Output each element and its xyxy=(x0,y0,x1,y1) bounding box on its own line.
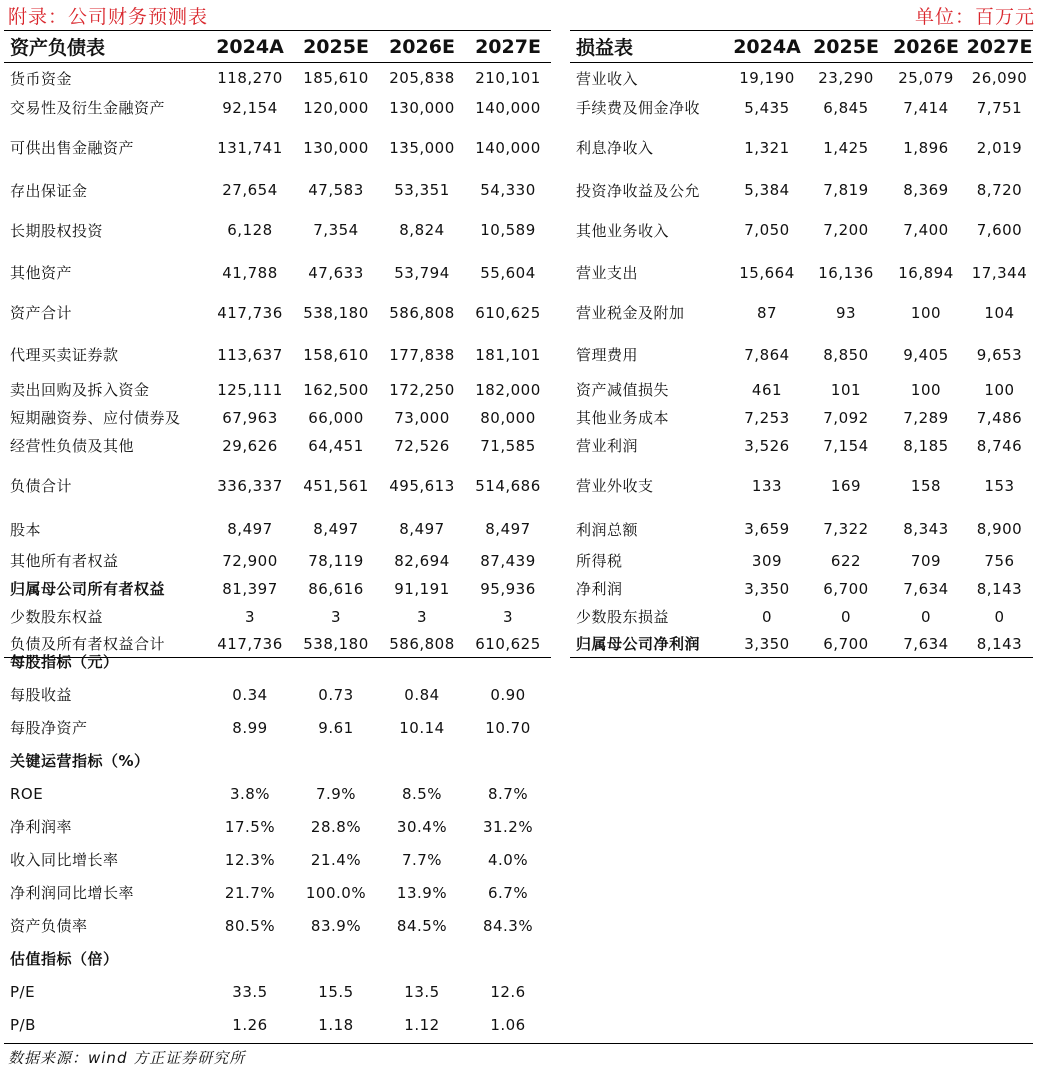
row-value: 8,900 xyxy=(976,520,1023,538)
year-header: 2025E xyxy=(806,31,886,63)
row-label: 交易性及衍生金融资产 xyxy=(10,99,166,117)
row-value: 1.12 xyxy=(404,1015,440,1034)
row-value: 210,101 xyxy=(475,69,541,88)
table-row xyxy=(570,460,1033,512)
row-value: 7,634 xyxy=(886,631,966,658)
row-label: 营业支出 xyxy=(576,264,639,282)
row-value: 6,700 xyxy=(823,579,869,598)
row-value: 7,819 xyxy=(823,181,869,199)
report-header xyxy=(0,0,1041,30)
row-value: 7.9% xyxy=(315,784,357,803)
row-label: 归属母公司净利润 xyxy=(570,631,728,658)
row-value: 158 xyxy=(910,476,942,495)
row-value: 87 xyxy=(756,303,778,322)
row-label: P/E xyxy=(10,982,36,1001)
row-value: 15.5 xyxy=(318,982,354,1001)
row-value: 1,896 xyxy=(903,138,949,157)
row-value: 0 xyxy=(920,607,932,626)
row-label: 营业收入 xyxy=(576,69,639,88)
row-value: 3,526 xyxy=(744,436,790,455)
row-value: 7,289 xyxy=(903,408,949,427)
row-label: 归属母公司所有者权益 xyxy=(10,580,166,598)
row-value: 538,180 xyxy=(293,631,379,658)
table-row xyxy=(570,122,1033,174)
section-title: 每股指标（元） xyxy=(10,653,119,671)
row-value: 72,526 xyxy=(394,436,450,455)
row-value: 7,354 xyxy=(313,221,359,239)
row-value: 67,963 xyxy=(222,408,278,427)
row-value: 3 xyxy=(416,607,428,626)
row-value: 92,154 xyxy=(222,98,278,117)
table-row xyxy=(4,63,551,94)
row-value: 28.8% xyxy=(310,817,362,836)
row-value: 71,585 xyxy=(480,436,536,455)
row-value: 8,850 xyxy=(823,345,869,364)
row-label: 其他所有者权益 xyxy=(10,552,119,570)
table-row xyxy=(570,631,1033,658)
row-value: 8,746 xyxy=(976,436,1023,455)
table-row xyxy=(4,376,551,404)
row-label: 每股净资产 xyxy=(10,719,88,737)
income-statement-body xyxy=(570,63,1033,658)
table-row xyxy=(4,711,551,744)
section-header-row xyxy=(4,942,551,975)
row-value: 125,111 xyxy=(217,380,283,399)
row-value: 64,451 xyxy=(308,436,364,455)
row-value: 33.5 xyxy=(232,982,268,1001)
row-value: 133 xyxy=(751,476,783,495)
row-value: 1.06 xyxy=(490,1015,526,1034)
row-label: 收入同比增长率 xyxy=(10,851,119,869)
ratios-body xyxy=(4,645,551,1041)
row-value: 23,290 xyxy=(818,69,874,88)
row-value: 0.73 xyxy=(318,685,354,704)
row-label: 卖出回购及拆入资金 xyxy=(10,381,150,399)
row-value: 73,000 xyxy=(394,408,450,427)
row-value: 55,604 xyxy=(480,263,536,282)
section-header-row xyxy=(4,744,551,777)
row-value: 538,180 xyxy=(303,303,369,322)
row-value: 7,322 xyxy=(823,520,869,538)
table-row xyxy=(4,334,551,376)
row-value: 9,653 xyxy=(976,345,1023,364)
row-value: 2,019 xyxy=(976,138,1023,157)
row-value: 3,350 xyxy=(744,579,790,598)
row-value: 8,143 xyxy=(976,579,1023,598)
table-row xyxy=(4,603,551,631)
row-value: 10.14 xyxy=(399,718,445,737)
row-value: 7,600 xyxy=(976,221,1023,239)
row-label: 净利润 xyxy=(576,580,623,598)
unit-label: 单位：百万元 xyxy=(914,6,1035,28)
row-value: 29,626 xyxy=(222,436,278,455)
row-value: 586,808 xyxy=(379,631,465,658)
row-value: 84.3% xyxy=(482,916,534,935)
row-value: 21.7% xyxy=(224,883,276,902)
row-value: 8,185 xyxy=(903,436,949,455)
row-value: 586,808 xyxy=(389,303,455,322)
row-label: 短期融资券、应付债券及 xyxy=(10,409,181,427)
row-value: 709 xyxy=(910,551,942,570)
row-value: 8,497 xyxy=(485,520,531,538)
row-value: 610,625 xyxy=(475,303,541,322)
row-value: 100.0% xyxy=(305,883,367,902)
row-label: 代理买卖证券款 xyxy=(10,346,119,364)
balance-sheet-header-row xyxy=(4,31,551,63)
row-value: 53,794 xyxy=(394,263,450,282)
row-label: 其他资产 xyxy=(10,264,73,282)
row-value: 80.5% xyxy=(224,916,276,935)
table-row xyxy=(570,292,1033,334)
row-label: 负债及所有者权益合计 xyxy=(4,631,207,658)
row-value: 91,191 xyxy=(394,579,450,598)
row-value: 118,270 xyxy=(217,69,283,88)
table-row xyxy=(4,460,551,512)
row-value: 3 xyxy=(244,607,256,626)
table-row xyxy=(4,174,551,207)
row-label: 货币资金 xyxy=(10,69,73,88)
row-label: 经营性负债及其他 xyxy=(10,437,135,455)
table-row xyxy=(4,909,551,942)
row-value: 205,838 xyxy=(389,69,455,88)
row-value: 87,439 xyxy=(480,551,536,570)
row-value: 130,000 xyxy=(303,138,369,157)
row-value: 47,583 xyxy=(308,181,364,199)
row-value: 9.61 xyxy=(318,718,354,737)
row-value: 162,500 xyxy=(303,380,369,399)
row-label: 存出保证金 xyxy=(10,181,88,200)
row-value: 12.6 xyxy=(490,982,526,1001)
row-value: 7,050 xyxy=(744,221,790,239)
row-value: 66,000 xyxy=(308,408,364,427)
row-value: 26,090 xyxy=(971,69,1028,88)
row-value: 1,321 xyxy=(744,138,790,157)
row-value: 19,190 xyxy=(739,69,795,88)
row-value: 6,700 xyxy=(806,631,886,658)
table-row xyxy=(570,207,1033,254)
table-row xyxy=(570,432,1033,460)
row-value: 7,253 xyxy=(744,408,790,427)
year-header: 2024A xyxy=(728,31,806,63)
income-statement-header-row xyxy=(570,31,1033,63)
table-row xyxy=(570,575,1033,603)
row-label: 净利润同比增长率 xyxy=(10,884,135,902)
year-header: 2024A xyxy=(207,31,293,63)
row-value: 95,936 xyxy=(480,579,536,598)
row-label: 净利润率 xyxy=(10,818,73,836)
row-value: 80,000 xyxy=(480,408,536,427)
section-title: 关键运营指标（%） xyxy=(10,752,150,770)
row-value: 7,751 xyxy=(976,98,1023,117)
row-label: 投资净收益及公允 xyxy=(576,181,701,200)
row-value: 130,000 xyxy=(389,98,455,117)
row-value: 3,350 xyxy=(728,631,806,658)
row-value: 756 xyxy=(984,551,1015,570)
row-value: 10,589 xyxy=(480,221,536,239)
row-value: 4.0% xyxy=(487,850,529,869)
row-value: 7,414 xyxy=(903,98,949,117)
row-value: 5,384 xyxy=(744,181,790,199)
appendix-title: 附录：公司财务预测表 xyxy=(8,6,209,28)
table-row xyxy=(570,174,1033,207)
table-row xyxy=(4,547,551,575)
row-value: 16,136 xyxy=(818,263,874,282)
row-label: 可供出售金融资产 xyxy=(10,139,135,157)
row-value: 1.26 xyxy=(232,1015,268,1034)
data-source: 数据来源：wind 方正证券研究所 xyxy=(8,1049,246,1067)
bottom-divider xyxy=(4,1043,1033,1044)
row-value: 81,397 xyxy=(222,579,278,598)
row-value: 0.34 xyxy=(232,685,268,704)
table-row xyxy=(570,404,1033,432)
balance-sheet-title: 资产负债表 xyxy=(4,31,207,63)
row-value: 53,351 xyxy=(394,181,450,199)
row-value: 7,864 xyxy=(744,345,790,364)
row-value: 100 xyxy=(910,380,942,399)
row-value: 12.3% xyxy=(224,850,276,869)
row-value: 6.7% xyxy=(487,883,529,902)
year-header: 2027E xyxy=(966,31,1033,63)
row-value: 0 xyxy=(994,607,1005,626)
table-row xyxy=(570,63,1033,94)
row-value: 5,435 xyxy=(744,98,790,117)
ratios-table xyxy=(4,645,551,1041)
row-value: 6,128 xyxy=(227,221,273,239)
row-value: 622 xyxy=(830,551,862,570)
row-value: 101 xyxy=(830,380,862,399)
row-value: 47,633 xyxy=(308,263,364,282)
row-value: 172,250 xyxy=(389,380,455,399)
row-value: 0.90 xyxy=(490,685,526,704)
row-value: 3 xyxy=(502,607,514,626)
row-value: 31.2% xyxy=(482,817,534,836)
row-value: 309 xyxy=(751,551,783,570)
row-value: 417,736 xyxy=(217,303,283,322)
row-label: 利息净收入 xyxy=(576,139,654,157)
table-row xyxy=(4,777,551,810)
section-header-row xyxy=(4,645,551,678)
row-value: 495,613 xyxy=(389,476,455,495)
row-value: 461 xyxy=(751,380,783,399)
row-value: 181,101 xyxy=(475,345,541,364)
row-label: 其他业务收入 xyxy=(576,221,670,240)
row-value: 8,497 xyxy=(313,520,359,538)
row-value: 0.84 xyxy=(404,685,440,704)
row-value: 7,634 xyxy=(903,579,949,598)
table-row xyxy=(4,292,551,334)
row-value: 1.18 xyxy=(318,1015,354,1034)
row-value: 17.5% xyxy=(224,817,276,836)
row-label: 资产减值损失 xyxy=(576,381,670,399)
row-label: 少数股东损益 xyxy=(576,608,670,626)
row-value: 72,900 xyxy=(222,551,278,570)
year-header: 2026E xyxy=(886,31,966,63)
table-row xyxy=(570,254,1033,292)
row-value: 7,486 xyxy=(976,408,1023,427)
row-label: 资产负债率 xyxy=(10,917,88,935)
row-label: 营业利润 xyxy=(576,437,639,455)
table-row xyxy=(570,376,1033,404)
table-row xyxy=(4,94,551,122)
row-value: 8,369 xyxy=(903,181,949,199)
row-value: 8,497 xyxy=(399,520,445,538)
row-value: 83.9% xyxy=(310,916,362,935)
row-label: 资产合计 xyxy=(10,304,73,322)
row-label: 长期股权投资 xyxy=(10,221,104,240)
row-label: 营业外收支 xyxy=(576,477,654,495)
row-value: 3,659 xyxy=(744,520,790,538)
row-value: 54,330 xyxy=(480,181,536,199)
row-label: 少数股东权益 xyxy=(10,608,104,626)
row-label: 管理费用 xyxy=(576,346,639,364)
balance-sheet-table xyxy=(4,30,551,658)
row-label: 手续费及佣金净收 xyxy=(576,99,701,117)
row-value: 8.99 xyxy=(232,718,268,737)
row-value: 21.4% xyxy=(310,850,362,869)
table-row xyxy=(4,575,551,603)
row-value: 93 xyxy=(835,303,857,322)
row-value: 7,400 xyxy=(903,221,949,239)
income-statement-title: 损益表 xyxy=(570,31,728,63)
table-row xyxy=(4,122,551,174)
table-row xyxy=(4,1008,551,1041)
row-value: 153 xyxy=(984,476,1015,495)
row-value: 100 xyxy=(984,380,1015,399)
row-value: 27,654 xyxy=(222,181,278,199)
row-value: 82,694 xyxy=(394,551,450,570)
row-value: 104 xyxy=(984,303,1015,322)
table-row xyxy=(4,810,551,843)
row-value: 120,000 xyxy=(303,98,369,117)
row-label: P/B xyxy=(10,1015,36,1034)
row-value: 41,788 xyxy=(222,263,278,282)
row-value: 16,894 xyxy=(898,263,954,282)
row-label: 股本 xyxy=(10,520,42,539)
row-value: 0 xyxy=(761,607,773,626)
row-value: 8.5% xyxy=(401,784,443,803)
row-value: 3.8% xyxy=(229,784,271,803)
row-label: 其他业务成本 xyxy=(576,409,670,427)
row-value: 6,845 xyxy=(823,98,869,117)
row-value: 30.4% xyxy=(396,817,448,836)
table-row xyxy=(570,603,1033,631)
row-value: 25,079 xyxy=(898,69,954,88)
row-value: 7,200 xyxy=(823,221,869,239)
row-value: 9,405 xyxy=(903,345,949,364)
row-value: 417,736 xyxy=(207,631,293,658)
row-label: 所得税 xyxy=(576,552,623,570)
row-value: 177,838 xyxy=(389,345,455,364)
row-value: 514,686 xyxy=(475,476,541,495)
row-value: 7,092 xyxy=(823,408,869,427)
row-value: 140,000 xyxy=(475,98,541,117)
table-row xyxy=(4,254,551,292)
row-value: 131,741 xyxy=(217,138,283,157)
table-row xyxy=(570,334,1033,376)
balance-sheet-body xyxy=(4,63,551,658)
row-value: 13.5 xyxy=(404,982,440,1001)
table-row xyxy=(4,207,551,254)
row-value: 8.7% xyxy=(487,784,529,803)
row-value: 7.7% xyxy=(401,850,443,869)
row-value: 17,344 xyxy=(971,263,1028,282)
table-row xyxy=(570,94,1033,122)
row-value: 113,637 xyxy=(217,345,283,364)
row-value: 8,720 xyxy=(976,181,1023,199)
row-value: 13.9% xyxy=(396,883,448,902)
row-value: 7,154 xyxy=(823,436,869,455)
row-value: 169 xyxy=(830,476,862,495)
row-label: 负债合计 xyxy=(10,477,73,495)
table-row xyxy=(4,876,551,909)
row-value: 140,000 xyxy=(475,138,541,157)
row-label: 营业税金及附加 xyxy=(576,304,685,322)
table-row xyxy=(4,432,551,460)
row-label: ROE xyxy=(10,784,44,803)
year-header: 2025E xyxy=(293,31,379,63)
row-value: 182,000 xyxy=(475,380,541,399)
row-value: 15,664 xyxy=(739,263,795,282)
row-label: 每股收益 xyxy=(10,686,73,704)
table-row xyxy=(570,512,1033,547)
row-value: 78,119 xyxy=(308,551,364,570)
section-title: 估值指标（倍） xyxy=(10,950,119,968)
row-value: 610,625 xyxy=(465,631,551,658)
year-header: 2026E xyxy=(379,31,465,63)
row-value: 10.70 xyxy=(485,718,531,737)
row-value: 86,616 xyxy=(308,579,364,598)
table-row xyxy=(4,404,551,432)
income-statement-table xyxy=(570,30,1033,658)
row-value: 84.5% xyxy=(396,916,448,935)
year-header: 2027E xyxy=(465,31,551,63)
row-value: 8,143 xyxy=(966,631,1033,658)
table-row xyxy=(570,547,1033,575)
table-row xyxy=(4,843,551,876)
row-value: 158,610 xyxy=(303,345,369,364)
row-label: 利润总额 xyxy=(576,520,639,539)
row-value: 3 xyxy=(330,607,342,626)
row-value: 100 xyxy=(910,303,942,322)
row-value: 135,000 xyxy=(389,138,455,157)
row-value: 0 xyxy=(840,607,852,626)
row-value: 185,610 xyxy=(303,69,369,88)
table-row xyxy=(4,512,551,547)
table-row xyxy=(4,975,551,1008)
table-row xyxy=(4,678,551,711)
row-value: 1,425 xyxy=(823,138,869,157)
row-value: 451,561 xyxy=(303,476,369,495)
row-value: 8,497 xyxy=(227,520,273,538)
row-value: 8,824 xyxy=(399,221,445,239)
row-value: 8,343 xyxy=(903,520,949,538)
row-value: 336,337 xyxy=(217,476,283,495)
